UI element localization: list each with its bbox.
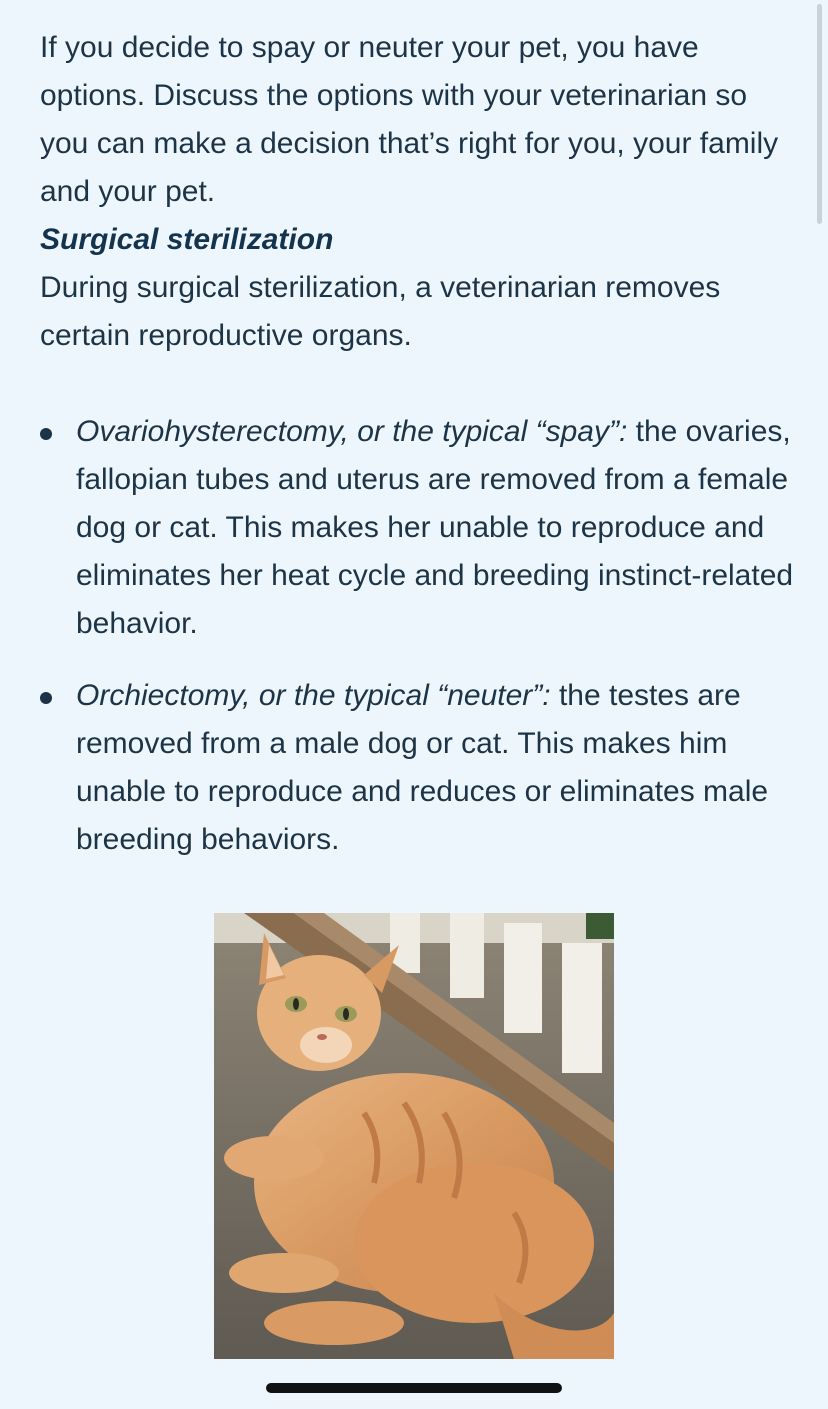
- intro-paragraph: If you decide to spay or neuter your pet, you have options. Discuss the options with your veterinarian so you can make a decision that’s right for you, your family and your pet.: [40, 31, 779, 208]
- bullet-icon: [40, 692, 52, 704]
- cat-illustration: [214, 913, 614, 1359]
- scrollbar[interactable]: [817, 4, 822, 224]
- list-item-text: the testes are removed from a male dog or cat. This makes him unable to reproduce and reduces or eliminates male breeding behaviors.: [76, 679, 769, 856]
- list-item-term: Orchiectomy, or the typical “neuter”:: [76, 679, 551, 712]
- list-item: [40, 672, 800, 864]
- list-item-text: the ovaries, fallopian tubes and uterus are removed from a female dog or cat. This makes her unable to reproduce and eliminates her heat cycle and breeding instinct-related behavior.: [76, 415, 794, 640]
- cat-photo: [214, 913, 614, 1359]
- body-paragraph: During surgical sterilization, a veterinarian removes certain reproductive organs.: [40, 271, 721, 352]
- list-item-term: Ovariohysterectomy, or the typical “spay”:: [76, 415, 628, 448]
- bullet-icon: [40, 428, 52, 440]
- sterilization-list: [40, 408, 800, 864]
- list-item: [40, 408, 800, 648]
- section-heading: Surgical sterilization: [40, 223, 334, 256]
- article-content: [40, 24, 800, 360]
- home-indicator[interactable]: [266, 1383, 562, 1393]
